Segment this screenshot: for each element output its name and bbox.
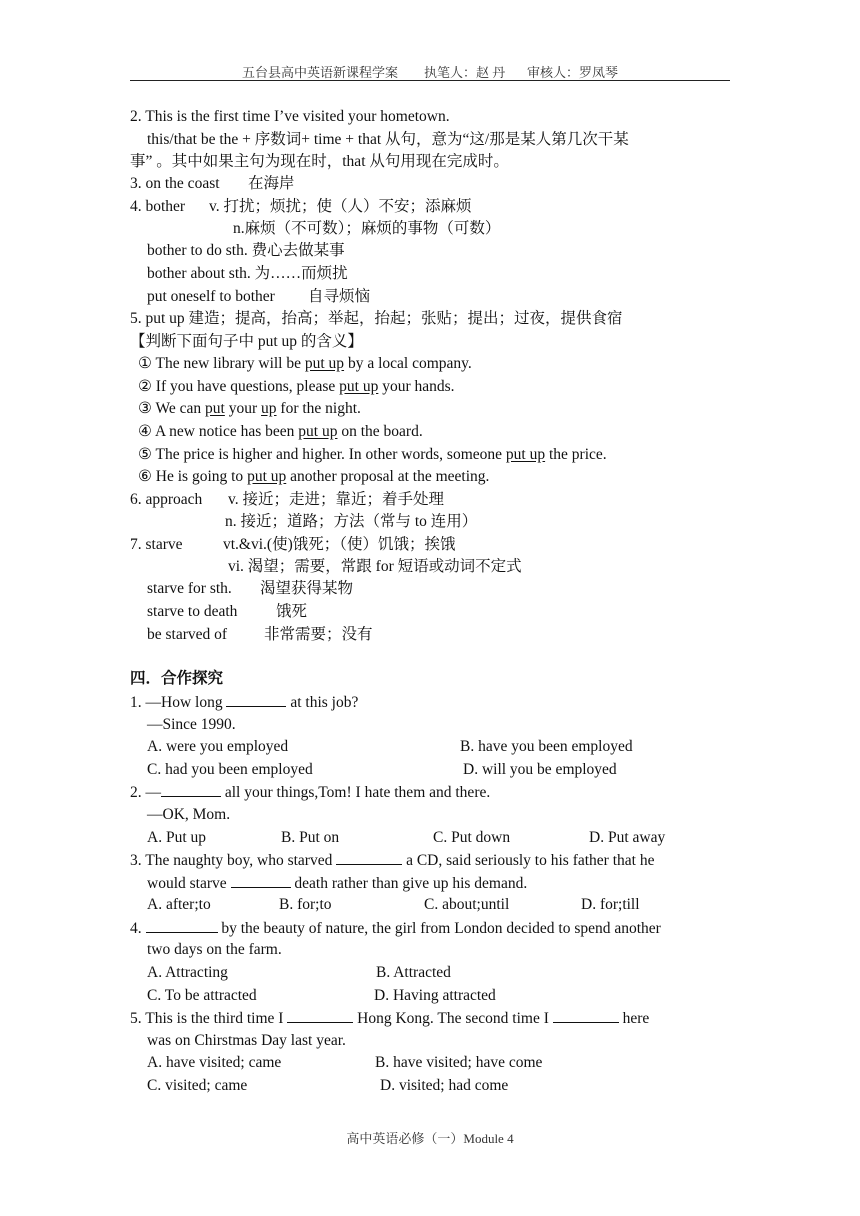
note-4-phrase-3: put oneself to bother bbox=[147, 288, 275, 305]
note-7-vt: vt.&vi.(使)饿死；（使）饥饿；挨饿 bbox=[223, 536, 456, 553]
note-3-meaning: 在海岸 bbox=[248, 175, 295, 192]
note-7-phrase-2: starve to death bbox=[147, 603, 238, 620]
question-3-option-d: D. for;till bbox=[581, 896, 640, 913]
question-3: 3. The naughty boy, who starved a CD, said seriously to his father that he bbox=[130, 852, 655, 869]
note-4-verb: v. 打扰；烦扰；使（人）不安；添麻烦 bbox=[209, 198, 472, 215]
header-reviewer: 审核人：罗凤琴 bbox=[527, 65, 619, 80]
note-7-phrase-1-meaning: 渴望获得某物 bbox=[260, 580, 354, 597]
note-5-title: 5. put up 建造；提高，抬高；举起，抬起；张贴；提出；过夜，提供食宿 bbox=[130, 310, 623, 327]
question-3-option-b: B. for;to bbox=[279, 896, 332, 913]
question-4: 4. by the beauty of nature, the girl from London decided to spend another bbox=[130, 920, 661, 937]
question-5-option-c: C. visited; came bbox=[147, 1077, 248, 1094]
question-3-option-c: C. about;until bbox=[424, 896, 510, 913]
question-2-reply: —OK, Mom. bbox=[147, 806, 231, 823]
note-5-task: 【判断下面句子中 put up 的含义】 bbox=[130, 333, 363, 350]
page-header bbox=[130, 60, 730, 81]
question-1: 1. —How long at this job? bbox=[130, 694, 359, 711]
sentence-4: ④ A new notice has been put up on the board. bbox=[138, 423, 423, 440]
question-4-option-a: A. Attracting bbox=[147, 964, 228, 981]
note-7-vi: vi. 渴望；需要，常跟 for 短语或动词不定式 bbox=[228, 558, 522, 575]
question-3-option-a: A. after;to bbox=[147, 896, 211, 913]
answer-blank bbox=[226, 692, 286, 707]
note-2-title: 2. This is the first time I’ve visited your hometown. bbox=[130, 108, 450, 125]
question-5: 5. This is the third time I Hong Kong. The second time I here bbox=[130, 1010, 650, 1027]
question-2: 2. — all your things,Tom! I hate them and there. bbox=[130, 784, 491, 801]
note-6-noun: n. 接近；道路；方法（常与 to 连用） bbox=[225, 513, 478, 530]
header-writer: 执笔人：赵 丹 bbox=[424, 65, 506, 80]
question-2-option-c: C. Put down bbox=[433, 829, 511, 846]
answer-blank bbox=[287, 1008, 353, 1023]
note-6-label: 6. approach bbox=[130, 491, 203, 508]
note-7-phrase-3: be starved of bbox=[147, 626, 228, 643]
header-school: 五台县高中英语新课程学案 bbox=[242, 65, 399, 80]
answer-blank bbox=[161, 782, 221, 797]
question-1-reply: —Since 1990. bbox=[147, 716, 236, 733]
note-7-phrase-1: starve for sth. bbox=[147, 580, 232, 597]
question-2-option-b: B. Put on bbox=[281, 829, 340, 846]
note-4-phrase-3-meaning: 自寻烦恼 bbox=[308, 288, 371, 305]
note-6-verb: v. 接近；走进；靠近；着手处理 bbox=[228, 491, 444, 508]
sentence-2: ② If you have questions, please put up your hands. bbox=[138, 378, 455, 395]
note-7-phrase-3-meaning: 非常需要；没有 bbox=[264, 626, 373, 643]
question-1-option-a: A. were you employed bbox=[147, 738, 289, 755]
section-4-heading: 四．合作探究 bbox=[130, 670, 224, 687]
question-4-option-c: C. To be attracted bbox=[147, 987, 257, 1004]
question-4-option-d: D. Having attracted bbox=[374, 987, 496, 1004]
question-4-option-b: B. Attracted bbox=[376, 964, 451, 981]
sentence-1: ① The new library will be put up by a local company. bbox=[138, 355, 472, 372]
sentence-5: ⑤ The price is higher and higher. In other words, someone put up the price. bbox=[138, 446, 607, 463]
question-2-option-a: A. Put up bbox=[147, 829, 206, 846]
answer-blank bbox=[553, 1008, 619, 1023]
note-2-line2: 事” 。其中如果主句为现在时，that 从句用现在完成时。 bbox=[130, 153, 509, 170]
note-7-phrase-2-meaning: 饿死 bbox=[276, 603, 308, 620]
page-footer: 高中英语必修（一）Module 4 bbox=[346, 1131, 514, 1146]
note-4-label: 4. bother bbox=[130, 198, 186, 215]
question-5-option-d: D. visited; had come bbox=[380, 1077, 509, 1094]
question-4-line2: two days on the farm. bbox=[147, 941, 282, 958]
note-4-phrase-2: bother about sth. 为……而烦扰 bbox=[147, 265, 348, 282]
question-1-option-b: B. have you been employed bbox=[460, 738, 633, 755]
question-3-line2: would starve death rather than give up his demand. bbox=[147, 875, 528, 892]
question-5-option-b: B. have visited; have come bbox=[375, 1054, 543, 1071]
question-1-option-c: C. had you been employed bbox=[147, 761, 313, 778]
question-5-option-a: A. have visited; came bbox=[147, 1054, 282, 1071]
note-3-label: 3. on the coast bbox=[130, 175, 220, 192]
question-5-line2: was on Chirstmas Day last year. bbox=[147, 1032, 346, 1049]
sentence-3: ③ We can put your up for the night. bbox=[138, 400, 361, 417]
answer-blank bbox=[146, 918, 218, 933]
note-2-line1: this/that be the + 序数词+ time + that 从句，意为“这/那是某人第几次干某 bbox=[147, 131, 629, 148]
question-2-option-d: D. Put away bbox=[589, 829, 666, 846]
sentence-6: ⑥ He is going to put up another proposal at the meeting. bbox=[138, 468, 490, 485]
question-1-option-d: D. will you be employed bbox=[463, 761, 617, 778]
note-4-phrase-1: bother to do sth. 费心去做某事 bbox=[147, 242, 345, 259]
note-7-label: 7. starve bbox=[130, 536, 183, 553]
answer-blank bbox=[336, 850, 402, 865]
note-4-noun: n.麻烦（不可数）；麻烦的事物（可数） bbox=[233, 220, 501, 237]
answer-blank bbox=[231, 873, 291, 888]
